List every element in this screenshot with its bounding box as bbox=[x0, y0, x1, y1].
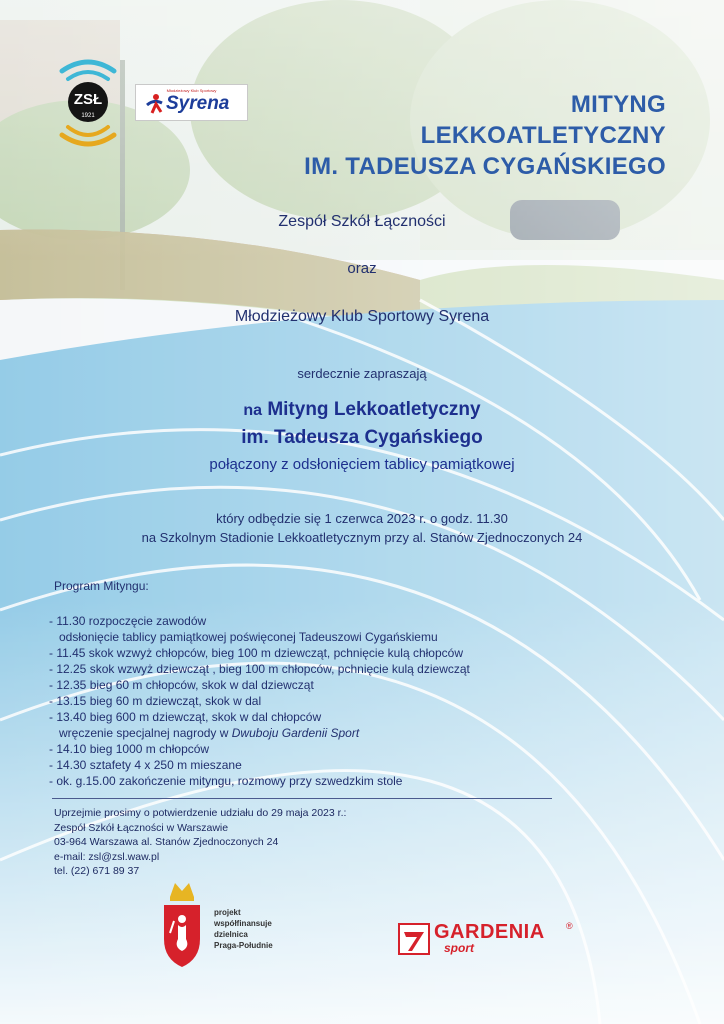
cofund-line: dzielnica bbox=[214, 930, 248, 939]
zsl-logo-text: ZSŁ bbox=[73, 91, 103, 108]
cofund-text bbox=[214, 907, 273, 951]
program-item: - 14.30 sztafety 4 x 250 m mieszane bbox=[49, 758, 242, 772]
event-note: połączony z odsłonięciem tablicy pamiątkowej bbox=[209, 456, 515, 473]
zsl-logo bbox=[56, 55, 120, 149]
event-patron: im. Tadeusza Cygańskiego bbox=[241, 427, 483, 448]
zsl-logo-year: 1921 bbox=[81, 113, 95, 119]
contact-request: Uprzejmie prosimy o potwierdzenie udziału do 29 maja 2023 r.: bbox=[54, 807, 347, 819]
contact-block bbox=[54, 806, 346, 879]
program-list bbox=[49, 613, 470, 789]
gardenia-logo bbox=[398, 921, 576, 957]
contact-email: e-mail: zsl@zsl.waw.pl bbox=[54, 850, 160, 863]
program-item-award bbox=[49, 725, 470, 741]
program-item: - 11.45 skok wzwyż chłopców, bieg 100 m dziewcząt, pchnięcie kulą chłopców bbox=[49, 646, 463, 660]
contact-address: 03-964 Warszawa al. Stanów Zjednoczonych 24 bbox=[54, 836, 279, 848]
gardenia-name: GARDENIA bbox=[434, 921, 545, 943]
syrena-logo-text: Syrena bbox=[166, 93, 230, 114]
gardenia-sub: sport bbox=[444, 941, 474, 955]
contact-school: Zespół Szkół Łączności w Warszawie bbox=[54, 821, 229, 834]
title-line-2: LEKKOATLETYCZNY bbox=[420, 122, 666, 149]
invite-text: serdecznie zapraszają bbox=[297, 366, 427, 381]
syrena-logo-small-text: Młodzieżowy Klub Sportowy bbox=[166, 88, 217, 93]
program-item: - 11.30 rozpoczęcie zawodów bbox=[49, 614, 207, 628]
program-item: - 12.35 bieg 60 m chłopców, skok w dal dziewcząt bbox=[49, 678, 314, 692]
gardenia-mark-icon bbox=[398, 923, 430, 955]
event-venue: na Szkolnym Stadionie Lekkoatletycznym przy al. Stanów Zjednoczonych 24 bbox=[141, 530, 583, 545]
cofund-line: współfinansuje bbox=[214, 919, 272, 928]
program-item: - 12.25 skok wzwyż dziewcząt , bieg 100 m chłopców, pchnięcie kulą dziewcząt bbox=[49, 662, 470, 676]
cofund-line: Praga-Południe bbox=[214, 941, 273, 950]
contact-phone: tel. (22) 671 89 37 bbox=[54, 865, 140, 877]
title-line-3: IM. TADEUSZA CYGAŃSKIEGO bbox=[304, 153, 666, 180]
gardenia-registered-mark: ® bbox=[566, 921, 573, 931]
event-prefix: na bbox=[243, 402, 263, 419]
warsaw-coat-of-arms-icon bbox=[160, 877, 205, 969]
event-date: który odbędzie się 1 czerwca 2023 r. o godz. 11.30 bbox=[216, 511, 508, 526]
program-heading: Program Mityngu: bbox=[54, 579, 149, 593]
cofund-line: projekt bbox=[214, 908, 241, 917]
program-item: - 13.15 bieg 60 m dziewcząt, skok w dal bbox=[49, 694, 262, 708]
event-name bbox=[0, 399, 724, 421]
program-item: - ok. g.15.00 zakończenie mityngu, rozmowy przy szwedzkim stole bbox=[49, 774, 403, 788]
program-item: - 13.40 bieg 600 m dziewcząt, skok w dal chłopców bbox=[49, 710, 322, 724]
award-text: wręczenie specjalnej nagrody w bbox=[49, 726, 232, 740]
title-line-1: MITYNG bbox=[570, 91, 666, 118]
page-title bbox=[150, 89, 666, 182]
organizer-school: Zespół Szkół Łączności bbox=[278, 213, 446, 230]
event-name-text: Mityng Lekkoatletyczny bbox=[267, 399, 481, 420]
award-name: Dwuboju Gardenii Sport bbox=[231, 726, 360, 740]
program-item: odsłonięcie tablicy pamiątkowej poświęconej Tadeuszowi Cygańskiemu bbox=[49, 630, 438, 644]
program-item: - 14.10 bieg 1000 m chłopców bbox=[49, 742, 210, 756]
divider bbox=[52, 798, 552, 799]
organizer-club: Młodzieżowy Klub Sportowy Syrena bbox=[234, 308, 490, 325]
conjunction: oraz bbox=[347, 260, 377, 277]
